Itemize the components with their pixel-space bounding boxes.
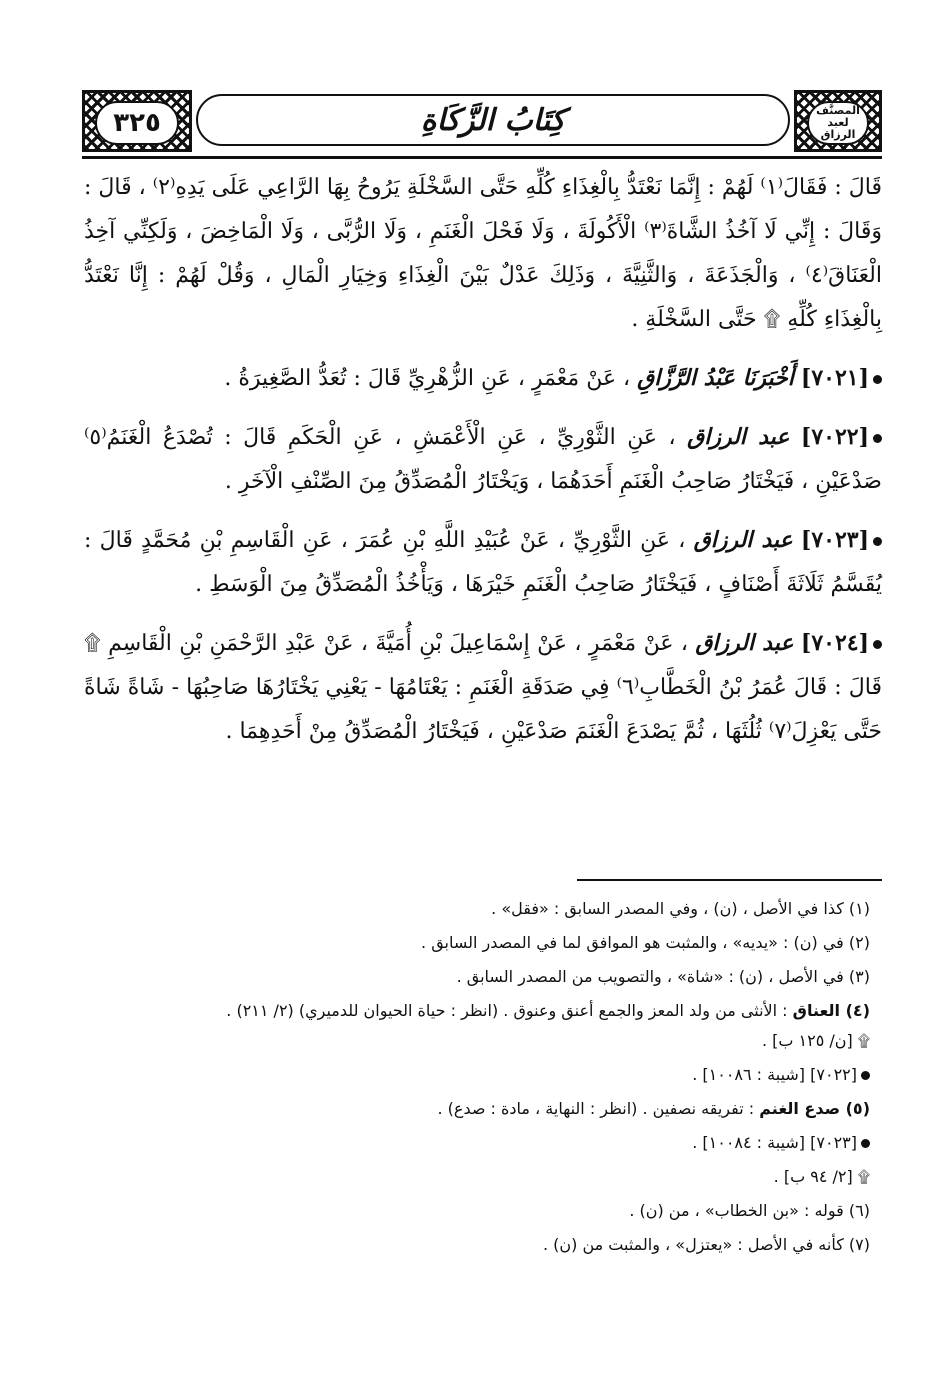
hadith-number: [٧٠٢٣] xyxy=(800,527,869,553)
hadith-7021 xyxy=(84,356,882,401)
hadith-text: ، عَنْ مَعْمَرٍ ، عَنِ الزُّهْرِيِّ قَالَ : تُعَدُّ الصَّغِيرَةُ . xyxy=(224,366,631,391)
book-emblem xyxy=(807,101,869,145)
paragraph-continuation: قَالَ : فَقَالَ⁽١⁾ لَهُمْ : إِنَّمَا نَعْتَدُّ بِالْغِذَاءِ كُلِّهِ حَتَّى السَّخْلَةِ يَرُوحُ بِهَا الرَّاعِي عَلَى يَدِهِ⁽٢⁾ ، قَالَ : وَقَالَ : إِنِّي لَا آخُذُ الشَّاةَ⁽٣⁾ الْأَكُولَةَ ، وَلَا فَحْلَ الْغَنَمِ ، وَلَا الرُّبَّى ، وَلَا الْمَاخِضَ ، وَلَكِنِّي آخِذُ الْعَنَاقَ⁽٤⁾ ، وَالْجَذَعَةَ ، وَالثَّنِيَّةَ ، وَذَلِكَ عَدْلٌ بَيْنَ الْغِذَاءِ وَخِيَارِ الْمَالِ ، وَقُلْ لَهُمْ : إِنَّا نَعْتَدُّ بِالْغِذَاءِ كُلِّهِ ۩ حَتَّى السَّخْلَةِ . xyxy=(84,175,882,332)
manuscript-marker: ۩ [٢/ ٩٤ ب] . xyxy=(773,1167,870,1186)
footnote-3: (٣) في الأصل ، (ن) : «شاة» ، والتصويب من المصدر السابق . xyxy=(456,967,870,986)
main-text xyxy=(84,166,882,768)
footnote-6: (٦) قوله : «بن الخطاب» ، من (ن) . xyxy=(629,1201,870,1220)
footnote-7: (٧) كأنه في الأصل : «يعتزل» ، والمثبت من (ن) . xyxy=(542,1235,870,1254)
footnote-5 xyxy=(84,1094,870,1124)
page-number-ornament xyxy=(82,90,192,152)
footnotes xyxy=(84,894,870,1264)
footnote-4-term: (٤) العناق xyxy=(792,1001,870,1020)
hadith-text: ، عَنْ مَعْمَرٍ ، عَنْ إِسْمَاعِيلَ بْنِ أُمَيَّةَ ، عَنْ عَبْدِ الرَّحْمَنِ بْنِ الْقَاسِمِ ۩ قَالَ : قَالَ عُمَرُ بْنُ الْخَطَّابِ⁽٦⁾ فِي صَدَقَةِ الْغَنَمِ : يَعْتَامُهَا - يَعْنِي يَخْتَارُهَا صَاحِبُهَا - شَاةً شَاةً حَتَّى يَعْزِلَ⁽٧⁾ ثُلُثَهَا ، ثُمَّ يَصْدَعَ الْغَنَمَ صَدْعَيْنِ ، فَيَخْتَارُ الْمُصَدِّقُ مِنْ أَحَدِهِمَا . xyxy=(84,631,882,744)
footnote-4 xyxy=(84,996,870,1026)
chapter-title: كِتَابُ الزَّكَاةِ xyxy=(420,102,566,138)
hadith-7022 xyxy=(84,415,882,504)
hadith-7023 xyxy=(84,518,882,607)
manuscript-marker: ۩ [ن/ ١٢٥ ب] . xyxy=(761,1031,870,1050)
footnote-1: (١) كذا في الأصل ، (ن) ، وفي المصدر السابق : «فقل» . xyxy=(491,899,870,918)
hadith-number: [٧٠٢١] xyxy=(800,365,869,391)
book-emblem-line2: لعبد الرزاق xyxy=(820,116,856,141)
cross-reference-7022 xyxy=(84,1060,870,1090)
hadith-text: ، عَنِ الثَّوْرِيِّ ، عَنْ عُبَيْدِ اللَّهِ بْنِ عُمَرَ ، عَنِ الْقَاسِمِ بْنِ مُحَمَّدٍ قَالَ : يُقَسَّمُ ثَلَاثَةَ أَصْنَافٍ ، فَيَخْتَارُ صَاحِبُ الْغَنَمِ خَيْرَهَا ، وَيَأْخُذُ الْمُصَدِّقُ مِنَ الْوَسَطِ . xyxy=(84,528,882,597)
bullet-dot xyxy=(873,434,882,443)
bullet-dot xyxy=(873,375,882,384)
header-rule xyxy=(82,156,882,159)
hadith-number: [٧٠٢٤] xyxy=(800,630,870,656)
narrator-name: عبد الرزاق xyxy=(693,528,793,553)
cross-reference-text: [٧٠٢٣] [شيبة : ١٠٠٨٤] . xyxy=(692,1133,857,1152)
bullet-dot xyxy=(861,1139,870,1148)
narrator-name: عبد الرزاق xyxy=(695,631,794,656)
cross-reference-text: [٧٠٢٢] [شيبة : ١٠٠٨٦] . xyxy=(692,1065,857,1084)
footnote-2: (٢) في (ن) : «يديه» ، والمثبت هو الموافق لما في المصدر السابق . xyxy=(421,933,870,952)
footnote-4-text: : الأنثى من ولد المعز والجمع أعنق وعنوق . (انظر : حياة الحيوان للدميري) (٢/ ٢١١) . xyxy=(226,1001,788,1020)
page-header xyxy=(82,90,882,152)
bullet-dot xyxy=(861,1071,870,1080)
narrator-name: عبد الرزاق xyxy=(687,425,790,450)
bullet-dot xyxy=(873,537,882,546)
hadith-text: ، عَنِ الثَّوْرِيِّ ، عَنِ الْأَعْمَشِ ، عَنِ الْحَكَمِ قَالَ : تُصْدَعُ الْغَنَمُ⁽٥⁾ صَدْعَيْنِ ، فَيَخْتَارُ صَاحِبُ الْغَنَمِ أَحَدَهُمَا ، وَيَخْتَارُ الْمُصَدِّقُ مِنَ الصِّنْفِ الْآخَرِ . xyxy=(84,425,882,494)
footnote-5-term: (٥) صدع الغنم xyxy=(759,1099,870,1118)
footnote-separator xyxy=(577,879,882,881)
cross-reference-7023 xyxy=(84,1128,870,1158)
book-emblem-line1: المصنَّف xyxy=(816,104,860,117)
page-number: ٣٢٥ xyxy=(95,101,179,145)
hadith-number: [٧٠٢٢] xyxy=(800,424,869,450)
narrator-name: أَخْبَرَنَا عَبْدُ الرَّزَّاقِ xyxy=(637,366,794,391)
bullet-dot xyxy=(873,640,882,649)
hadith-7024 xyxy=(84,621,882,754)
book-emblem-ornament xyxy=(794,90,882,152)
chapter-title-band xyxy=(196,94,790,146)
footnote-5-text: : تفريقه نصفين . (انظر : النهاية ، مادة : صدع) . xyxy=(437,1099,755,1118)
